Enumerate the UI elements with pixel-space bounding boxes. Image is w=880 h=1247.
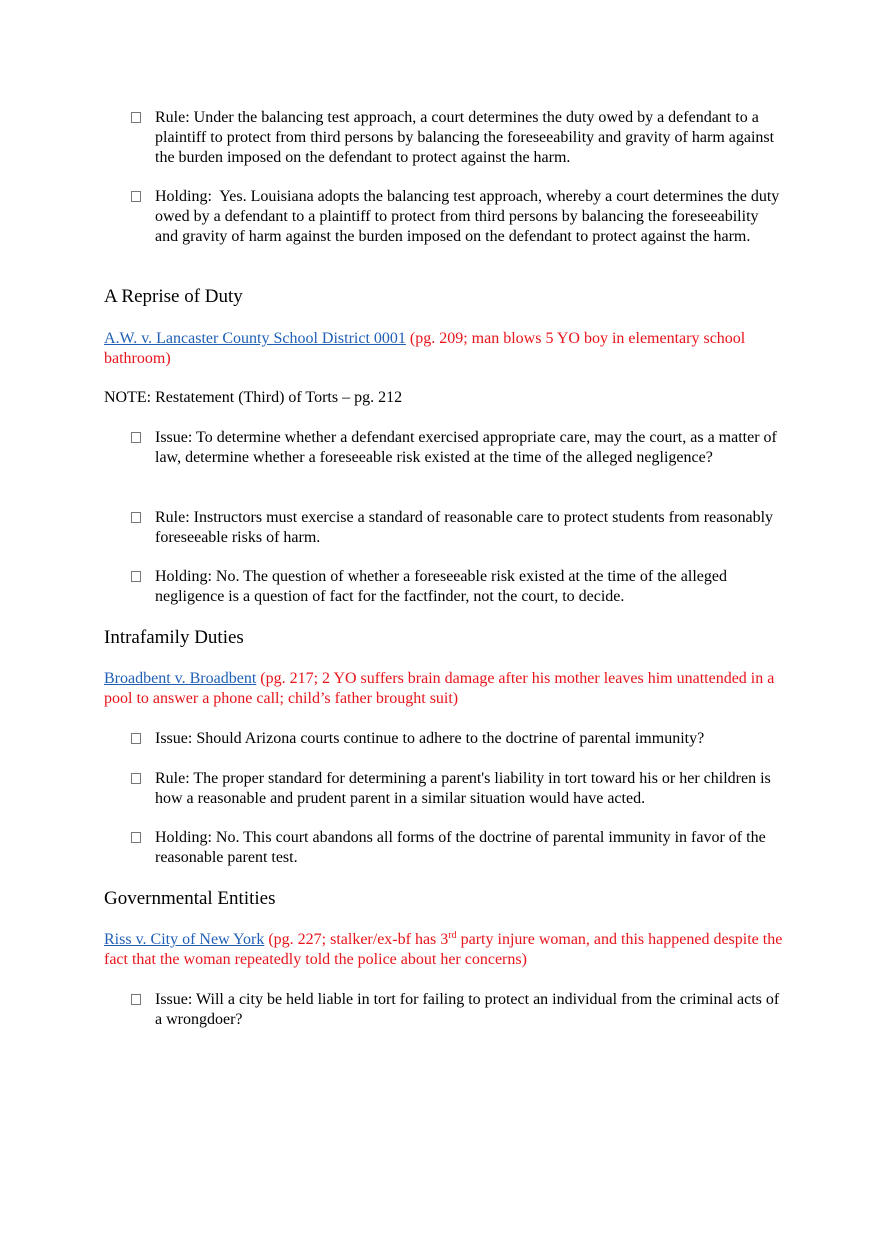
bullet-body: Under the balancing test approach, a court determines the duty owed by a defendant to a plaintiff to protect from third persons by balancing the foreseeability and gravity of harm against the burden imposed on the defendant to protect against the harm. [155, 109, 775, 166]
checkbox-bullet-icon [131, 432, 141, 443]
bullet-text [131, 990, 781, 1030]
bullet-body: Yes. Louisiana adopts the balancing test approach, whereby a court determines the duty owed by a defendant to a plaintiff to protect from third persons by balancing the foreseeability and gravity of harm against the burden imposed on the defendant to protect against the harm. [155, 188, 780, 245]
bullet-rule [131, 508, 781, 548]
bullet-label: Holding: [155, 829, 212, 846]
bullet-text [131, 769, 781, 809]
bullet-holding [131, 567, 781, 607]
bullet-label: Rule: [155, 770, 190, 787]
bullet-label: Issue: [155, 991, 193, 1008]
bullet-holding [131, 828, 781, 868]
case-link[interactable]: A.W. v. Lancaster County School District 0001 [104, 330, 406, 347]
checkbox-bullet-icon [131, 994, 141, 1005]
case-link[interactable]: Riss v. City of New York [104, 931, 265, 948]
bullet-text [131, 108, 781, 168]
ordinal-suffix: rd [448, 930, 457, 941]
section-heading: Governmental Entities [104, 888, 276, 909]
bullet-rule-top [131, 108, 781, 168]
bullet-holding-top [131, 187, 781, 247]
section-heading: A Reprise of Duty [104, 286, 243, 307]
bullet-label: Issue: [155, 429, 193, 446]
bullet-body: Will a city be held liable in tort for failing to protect an individual from the criminal acts of a wrongdoer? [155, 991, 780, 1028]
bullet-label: Holding: [155, 568, 212, 585]
checkbox-bullet-icon [131, 773, 141, 784]
bullet-body: No. This court abandons all forms of the doctrine of parental immunity in favor of the reasonable parent test. [155, 829, 766, 866]
bullet-text [131, 729, 781, 749]
bullet-body: The proper standard for determining a parent's liability in tort toward his or her children is how a reasonable and prudent parent in a similar situation would have acted. [155, 770, 771, 807]
checkbox-bullet-icon [131, 112, 141, 123]
checkbox-bullet-icon [131, 733, 141, 744]
bullet-body: To determine whether a defendant exercised appropriate care, may the court, as a matter of law, determine whether a foreseeable risk existed at the time of the alleged negligence? [155, 429, 777, 466]
checkbox-bullet-icon [131, 571, 141, 582]
case-citation [104, 669, 784, 709]
case-citation [104, 930, 784, 970]
case-link[interactable]: Broadbent v. Broadbent [104, 670, 257, 687]
bullet-label: Issue: [155, 730, 193, 747]
bullet-text [131, 567, 781, 607]
case-note-part: party injure woman, and this happened despite the fact that the woman repeatedly told the police about her concerns) [104, 931, 783, 968]
bullet-issue [131, 729, 781, 749]
case-note: (pg. 217; 2 YO suffers brain damage after his mother leaves him unattended in a pool to answer a phone call; child’s father brought suit) [104, 670, 775, 707]
bullet-rule [131, 769, 781, 809]
bullet-text [131, 428, 781, 468]
bullet-body: Instructors must exercise a standard of reasonable care to protect students from reasonably foreseeable risks of harm. [155, 509, 774, 546]
case-citation [104, 329, 784, 369]
bullet-issue [131, 990, 781, 1030]
bullet-text [131, 187, 781, 247]
case-note-part: (pg. 227; stalker/ex-bf has 3 [264, 931, 449, 948]
bullet-body: No. The question of whether a foreseeable risk existed at the time of the alleged negligence is a question of fact for the factfinder, not the court, to decide. [155, 568, 727, 605]
bullet-text [131, 508, 781, 548]
bullet-text [131, 828, 781, 868]
checkbox-bullet-icon [131, 191, 141, 202]
section-heading: Intrafamily Duties [104, 627, 244, 648]
case-note: (pg. 209; man blows 5 YO boy in elementary school bathroom) [104, 330, 746, 367]
bullet-label: Holding: [155, 188, 212, 205]
bullet-label: Rule: [155, 109, 190, 126]
bullet-body: Should Arizona courts continue to adhere to the doctrine of parental immunity? [196, 730, 705, 747]
restatement-note: NOTE: Restatement (Third) of Torts – pg. 212 [104, 389, 403, 406]
bullet-issue [131, 428, 781, 468]
checkbox-bullet-icon [131, 512, 141, 523]
checkbox-bullet-icon [131, 832, 141, 843]
bullet-label: Rule: [155, 509, 190, 526]
